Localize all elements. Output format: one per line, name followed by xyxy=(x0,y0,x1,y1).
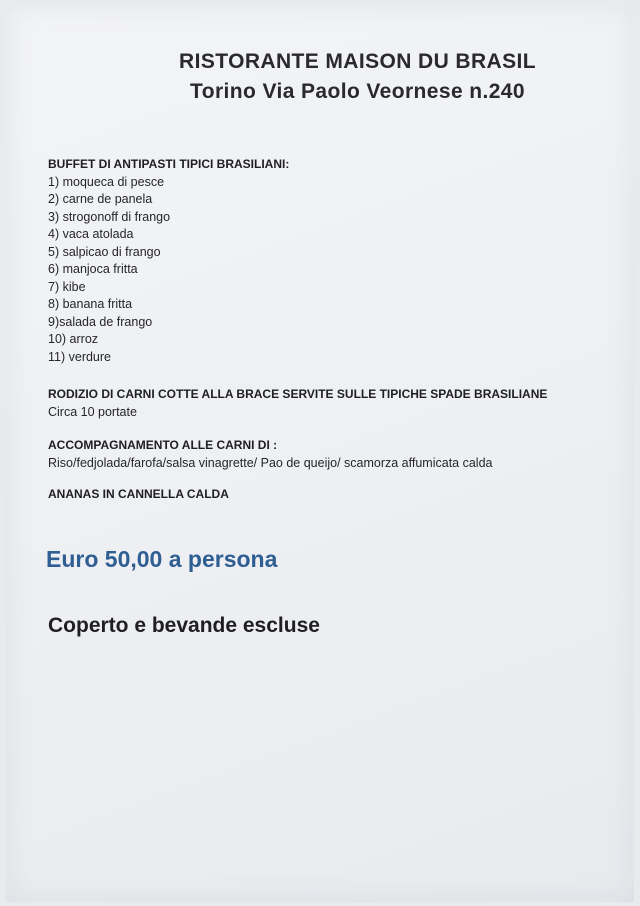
buffet-heading: BUFFET DI ANTIPASTI TIPICI BRASILIANI: xyxy=(48,157,290,171)
menu-content xyxy=(48,156,618,504)
buffet-list xyxy=(48,174,618,367)
list-item: 11) verdure xyxy=(48,349,111,364)
list-item: 2) carne de panela xyxy=(48,192,153,206)
list-item: 1) moqueca di pesce xyxy=(48,174,165,189)
list-item: 3) strogonoff di frango xyxy=(48,209,171,224)
price-per-person: Euro 50,00 a persona xyxy=(46,546,278,572)
restaurant-address: Torino Via Paolo Veornese n.240 xyxy=(190,80,525,103)
accompagnamento-detail: Riso/fedjolada/farofa/salsa vinagrette/ Pao de queijo/ scamorza affumicata calda xyxy=(48,455,493,470)
list-item: 4) vaca atolada xyxy=(48,227,134,241)
list-item: 7) kibe xyxy=(48,279,86,294)
list-item: 8) banana fritta xyxy=(48,297,133,311)
exclusions-note: Coperto e bevande escluse xyxy=(48,614,320,637)
rodizio-heading: RODIZIO DI CARNI COTTE ALLA BRACE SERVITE SULLE TIPICHE SPADE BRASILIANE xyxy=(48,387,548,401)
restaurant-title: RISTORANTE MAISON DU BRASIL xyxy=(179,50,536,73)
list-item: 5) salpicao di frango xyxy=(48,244,161,259)
accompagnamento-heading: ACCOMPAGNAMENTO ALLE CARNI DI : xyxy=(48,438,278,452)
list-item: 6) manjoca fritta xyxy=(48,262,138,276)
dessert-heading: ANANAS IN CANNELLA CALDA xyxy=(48,487,229,501)
rodizio-detail: Circa 10 portate xyxy=(48,404,137,419)
list-item: 10) arroz xyxy=(48,332,99,346)
list-item: 9)salada de frango xyxy=(48,314,153,329)
